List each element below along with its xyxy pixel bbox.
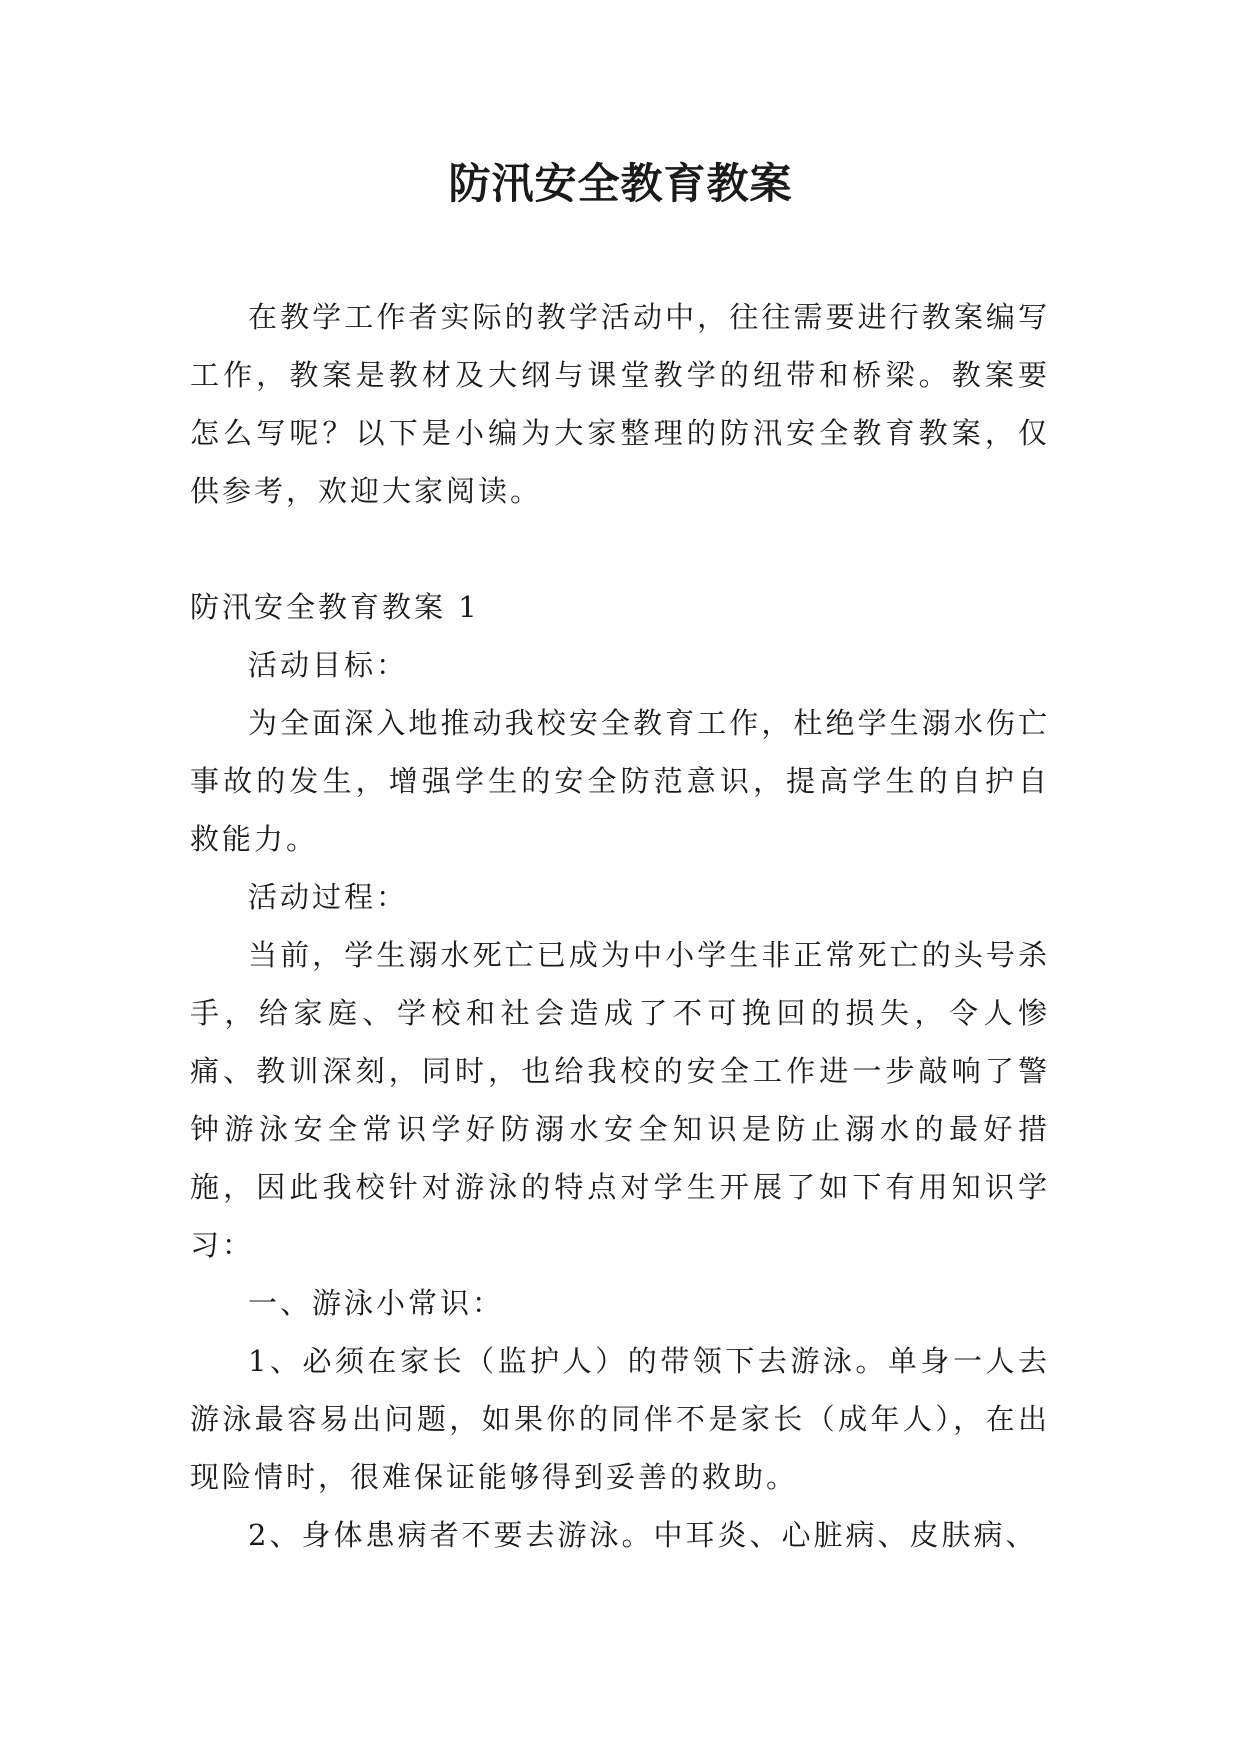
goal-label: 活动目标：: [248, 648, 409, 682]
document-body: [190, 288, 1050, 1564]
process-paragraph: 当前，学生溺水死亡已成为中小学生非正常死亡的头号杀手，给家庭、学校和社会造成了不可挽回的损失，令人惨痛、教训深刻，同时，也给我校的安全工作进一步敲响了警钟游泳安全常识学好防溺水安全知识是防止溺水的最好措施，因此我校针对游泳的特点对学生开展了如下有用知识学习：: [190, 938, 1050, 1262]
document-title: 防汛安全教育教案: [448, 159, 793, 208]
subsection-label: 一、游泳小常识：: [248, 1286, 505, 1320]
process-label: 活动过程：: [248, 880, 409, 914]
goal-paragraph: 为全面深入地推动我校安全教育工作，杜绝学生溺水伤亡事故的发生，增强学生的安全防范意识，提高学生的自护自救能力。: [190, 706, 1050, 856]
intro-paragraph: 在教学工作者实际的教学活动中，往往需要进行教案编写工作，教案是教材及大纲与课堂教学的纽带和桥梁。教案要怎么写呢？以下是小编为大家整理的防汛安全教育教案，仅供参考，欢迎大家阅读。: [190, 300, 1050, 508]
list-item: 1、必须在家长（监护人）的带领下去游泳。单身一人去游泳最容易出问题，如果你的同伴不是家长（成年人），在出现险情时，很难保证能够得到妥善的救助。: [190, 1344, 1050, 1494]
section-heading: 防汛安全教育教案 1: [190, 590, 480, 624]
list-item: 2、身体患病者不要去游泳。中耳炎、心脏病、皮肤病、: [248, 1518, 1038, 1552]
